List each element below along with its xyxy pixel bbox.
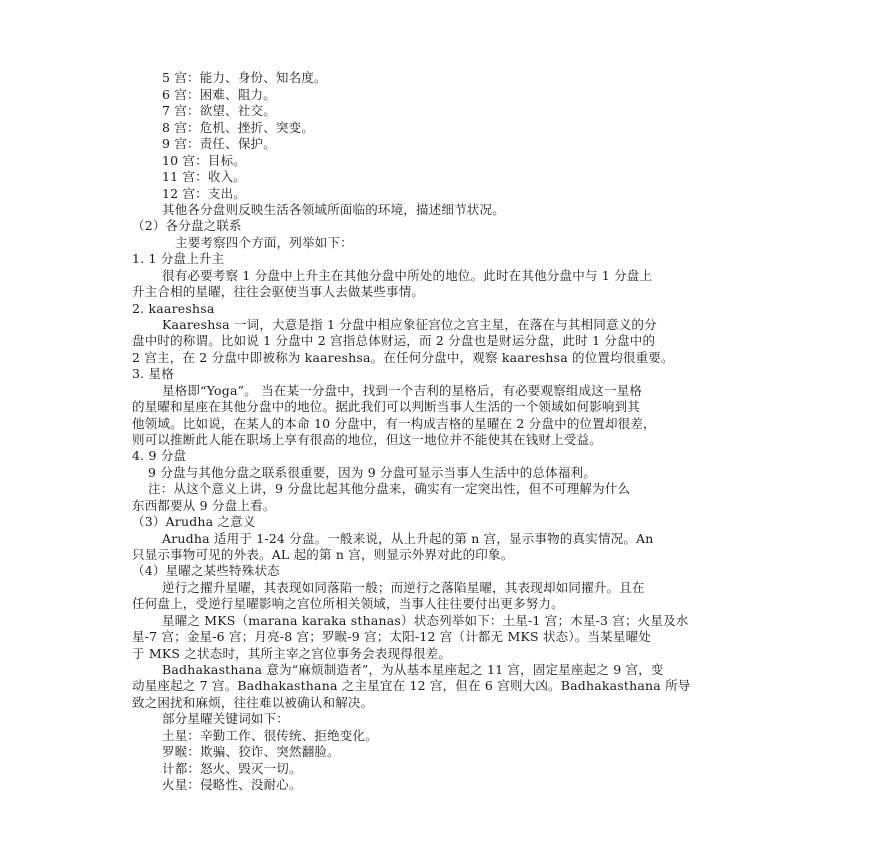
text-line: 主要考察四个方面，列举如下：	[175, 235, 353, 250]
text-line: 2 宫主，在 2 分盘中即被称为 kaareshsa。在任何分盘中，观察 kaareshsa 的位置均很重要。	[132, 350, 674, 365]
text-line: 的星曜和星座在其他分盘中的地位。据此我们可以判断当事人生活的一个领域如何影响到其	[132, 399, 641, 414]
text-line: 于 MKS 之状态时，其所主宰之宫位事务会表现得很差。	[132, 646, 452, 661]
text-line: 9 宫：责任、保护。	[162, 136, 276, 151]
text-line: 11 宫：收入。	[162, 169, 246, 184]
text-line: 7 宫：欲望、社交。	[162, 103, 276, 118]
text-line: 逆行之擢升星曜，其表现如同落陷一般；而逆行之落陷星曜，其表现却如同擢升。且在	[162, 580, 645, 595]
text-line: 土星：辛勤工作、很传统、拒绝变化。	[162, 728, 378, 743]
text-line: 动星座起之 7 宫。Badhakasthana 之主星宜在 12 宫，但在 6 宫则大凶。Badhakasthana 所导	[132, 678, 691, 693]
text-line: 星曜之 MKS（marana karaka sthanas）状态列举如下：土星-1 宫；木星-3 宫；火星及水	[162, 613, 689, 628]
section-heading: （2）各分盘之联系	[132, 218, 242, 233]
text-line: 东西都要从 9 分盘上看。	[132, 498, 276, 513]
text-line: 其他各分盘则反映生活各领域所面临的环境，描述细节状况。	[162, 202, 505, 217]
text-line: 10 宫：目标。	[162, 153, 246, 168]
text-line: 致之困扰和麻烦，往往难以被确认和解决。	[132, 695, 374, 710]
text-line: 9 分盘与其他分盘之联系很重要，因为 9 分盘可显示当事人生活中的总体福利。	[148, 465, 596, 480]
section-heading: （3）Arudha 之意义	[132, 514, 256, 529]
text-line: 盘中时的称谓。比如说 1 分盘中 2 宫指总体财运，而 2 分盘也是财运分盘，此时 1 分盘中的	[132, 333, 656, 348]
subsection-heading: 4. 9 分盘	[132, 448, 187, 463]
text-line: 只显示事物可见的外表。AL 起的第 n 宫，则显示外界对此的印象。	[132, 547, 514, 562]
text-line: 星-7 宫；金星-6 宫；月亮-8 宫；罗睺-9 宫；太阳-12 宫（计都无 MKS 状态）。当某星曜处	[132, 629, 652, 644]
subsection-heading: 2. kaareshsa	[132, 301, 215, 316]
text-line: 则可以推断此人能在职场上享有很高的地位，但这一地位并不能使其在钱财上受益。	[132, 432, 602, 447]
text-line: 计都：怒火、毁灭一切。	[162, 761, 302, 776]
subsection-heading: 1. 1 分盘上升主	[132, 251, 225, 266]
text-line: 很有必要考察 1 分盘中上升主在其他分盘中所处的地位。此时在其他分盘中与 1 分盘上	[162, 268, 653, 283]
text-line: 8 宫：危机、挫折、突变。	[162, 120, 315, 135]
text-line: 6 宫：困难、阻力。	[162, 87, 276, 102]
text-line: 任何盘上，受逆行星曜影响之宫位所相关领域，当事人往往要付出更多努力。	[132, 596, 564, 611]
text-line: 升主合相的星曜，往往会驱使当事人去做某些事情。	[132, 284, 425, 299]
text-line: 他领域。比如说，在某人的本命 10 分盘中，有一构成吉格的星曜在 2 分盘中的位置却很差，	[132, 416, 656, 431]
text-line: 罗睺：欺骗、狡诈、突然翻脸。	[162, 744, 340, 759]
text-line: Kaareshsa 一词，大意是指 1 分盘中相应象征宫位之宫主星，在落在与其相同意义的分	[162, 317, 657, 332]
text-line: 星格即“Yoga”。 当在某一分盘中，找到一个吉利的星格后，有必要观察组成这一星格	[162, 383, 643, 398]
text-line: 5 宫：能力、身份、知名度。	[162, 70, 327, 85]
text-line: Arudha 适用于 1-24 分盘。一般来说，从上升起的第 n 宫，显示事物的真实情况。An	[162, 531, 654, 546]
subsection-heading: 3. 星格	[132, 366, 174, 381]
text-line: 火星：侵略性、没耐心。	[162, 777, 302, 792]
section-heading: （4）星曜之某些特殊状态	[132, 563, 280, 578]
text-line: 12 宫：支出。	[162, 186, 246, 201]
text-line: 部分星曜关键词如下：	[162, 711, 290, 726]
text-line: Badhakasthana 意为“麻烦制造者”，为从基本星座起之 11 宫，固定星座起之 9 宫，变	[162, 662, 664, 677]
text-line: 注：从这个意义上讲，9 分盘比起其他分盘来，确实有一定突出性，但不可理解为什么	[148, 481, 631, 496]
